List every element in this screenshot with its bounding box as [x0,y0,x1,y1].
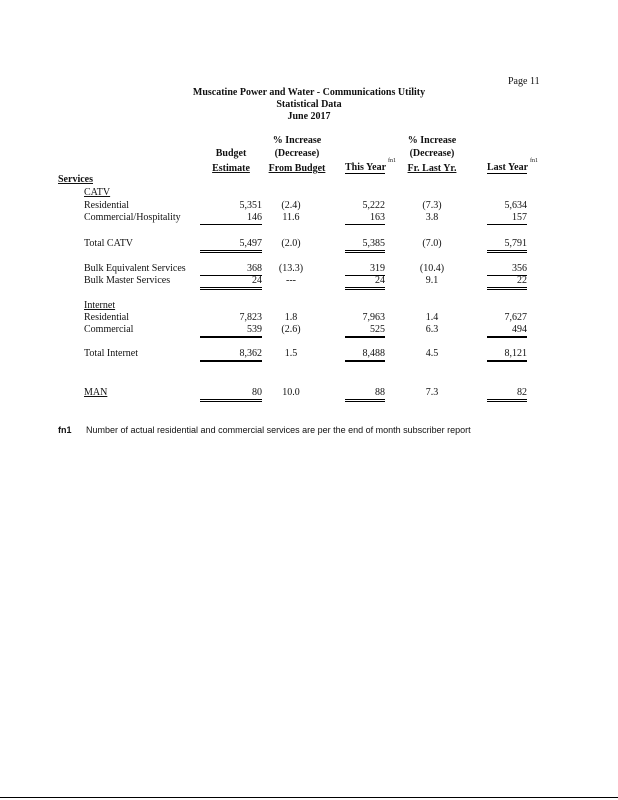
cell-this-year: 163 [345,212,385,225]
cell-last-year: 82 [487,387,527,402]
pct-last-header-3: Fr. Last Yr. [407,163,457,174]
cell-this-year: 525 [345,324,385,338]
budget-header: Estimate [212,163,250,174]
cell-budget: 5,497 [200,238,262,253]
cell-pct-budget: 11.6 [282,212,300,223]
row-label: Bulk Equivalent Services [84,263,186,274]
report-title: Muscatine Power and Water - Communications Utility [192,87,426,98]
this-year-footnote-ref: fn1 [388,158,396,164]
row-label: Commercial [84,324,134,335]
cell-pct-last: (10.4) [419,263,445,274]
section-heading: Internet [84,300,116,311]
row-label: Total Internet [84,348,138,359]
cell-pct-budget: (2.4) [281,200,301,211]
cell-last-year: 5,634 [504,200,527,211]
cell-pct-budget: --- [286,275,296,286]
cell-pct-budget: (2.0) [281,238,301,249]
footnote-marker: fn1 [58,425,72,435]
cell-pct-budget: 10.0 [282,387,300,398]
last-year-footnote-ref: fn1 [530,158,538,164]
section-heading: CATV [84,187,111,198]
page-number: Page 11 [508,76,540,87]
report-subtitle: Statistical Data [276,99,342,110]
pct-last-header-2: (Decrease) [409,148,455,159]
pct-budget-header-2: (Decrease) [274,148,320,159]
services-label: Services [58,174,93,185]
cell-last-year: 8,121 [487,348,527,362]
cell-last-year: 494 [487,324,527,338]
pct-last-header-1: % Increase [407,135,457,146]
cell-pct-budget: (13.3) [278,263,304,274]
pct-budget-header-3: From Budget [268,163,326,174]
cell-pct-budget: 1.5 [284,348,298,359]
cell-last-year: 7,627 [504,312,527,323]
cell-budget: 8,362 [200,348,262,362]
row-label: Commercial/Hospitality [84,212,181,223]
cell-this-year: 7,963 [362,312,385,323]
cell-this-year: 88 [345,387,385,402]
cell-budget: 7,823 [239,312,262,323]
cell-last-year: 356 [487,263,527,276]
cell-pct-last: 1.4 [425,312,439,323]
last-year-header: Last Year [487,162,529,173]
budget-header-top: Budget [215,148,247,159]
cell-this-year: 319 [345,263,385,276]
row-label: Total CATV [84,238,134,249]
row-label: MAN [84,387,108,398]
cell-this-year: 8,488 [345,348,385,362]
cell-pct-budget: 1.8 [284,312,298,323]
this-year-header: This Year [345,162,387,173]
row-label: Bulk Master Services [84,275,171,286]
cell-pct-last: 4.5 [425,348,439,359]
page-edge-line [0,797,618,798]
cell-budget: 80 [200,387,262,402]
cell-this-year: 24 [345,275,385,290]
cell-budget: 5,351 [239,200,262,211]
cell-pct-last: (7.3) [422,200,442,211]
footnote-text: Number of actual residential and commercial services are per the end of month subscriber report [86,425,471,435]
report-period: June 2017 [287,111,331,122]
cell-pct-last: 9.1 [425,275,439,286]
cell-budget: 368 [200,263,262,276]
cell-last-year: 22 [487,275,527,290]
cell-pct-last: 3.8 [425,212,439,223]
cell-pct-last: 6.3 [425,324,439,335]
cell-this-year: 5,385 [345,238,385,253]
cell-budget: 24 [200,275,262,290]
row-label: Residential [84,312,129,323]
cell-pct-last: 7.3 [425,387,439,398]
cell-budget: 146 [200,212,262,225]
cell-last-year: 157 [487,212,527,225]
cell-this-year: 5,222 [362,200,385,211]
cell-pct-last: (7.0) [422,238,442,249]
cell-pct-budget: (2.6) [281,324,301,335]
cell-last-year: 5,791 [487,238,527,253]
pct-budget-header-1: % Increase [272,135,322,146]
cell-budget: 539 [200,324,262,338]
row-label: Residential [84,200,129,211]
